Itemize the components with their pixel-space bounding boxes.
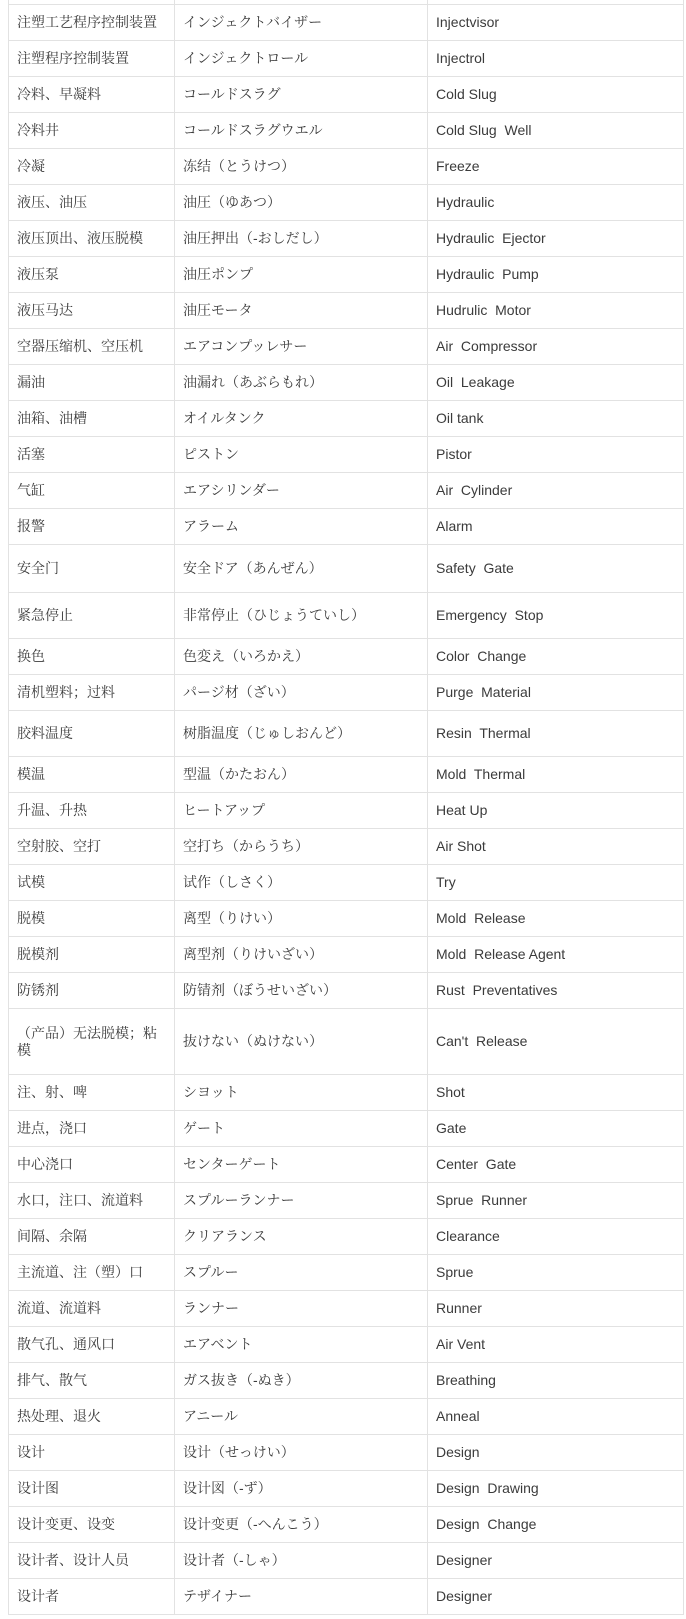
cell-chinese: 试模 <box>9 865 175 901</box>
cell-chinese: 散气孔、通风口 <box>9 1327 175 1363</box>
cell-japanese: 离型（りけい） <box>175 901 428 937</box>
cell-english: Hydraulic Pump <box>428 257 684 293</box>
table-row <box>9 365 684 401</box>
cell-chinese: 液压泵 <box>9 257 175 293</box>
table-row <box>9 401 684 437</box>
table-row <box>9 1255 684 1291</box>
cell-chinese: （产品）无法脱模；粘模 <box>9 1009 175 1075</box>
table-row <box>9 593 684 639</box>
cell-japanese: コールドスラグ <box>175 77 428 113</box>
cell-chinese: 流道、流道料 <box>9 1291 175 1327</box>
cell-chinese: 油箱、油槽 <box>9 401 175 437</box>
cell-japanese: ゲート <box>175 1111 428 1147</box>
cell-japanese: 油漏れ（あぶらもれ） <box>175 365 428 401</box>
cell-chinese: 报警 <box>9 509 175 545</box>
cell-chinese: 安全门 <box>9 545 175 593</box>
cell-japanese: 离型剂（りけいざい） <box>175 937 428 973</box>
cell-english: Cold Slug <box>428 77 684 113</box>
table-row <box>9 1111 684 1147</box>
table-row <box>9 185 684 221</box>
table-row <box>9 1579 684 1615</box>
cell-chinese: 空器压缩机、空压机 <box>9 329 175 365</box>
cell-english: Freeze <box>428 149 684 185</box>
cell-japanese: エアシリンダー <box>175 473 428 509</box>
cell-english: Cold Slug Well <box>428 113 684 149</box>
cell-english: Safety Gate <box>428 545 684 593</box>
cell-chinese: 注塑工艺程序控制装置 <box>9 5 175 41</box>
table-row <box>9 901 684 937</box>
cell-japanese: 非常停止（ひじょうていし） <box>175 593 428 639</box>
cell-english: Try <box>428 865 684 901</box>
cell-japanese: アニール <box>175 1399 428 1435</box>
cell-english: Injectrol <box>428 41 684 77</box>
table-row <box>9 1147 684 1183</box>
cell-chinese: 漏油 <box>9 365 175 401</box>
cell-chinese: 活塞 <box>9 437 175 473</box>
cell-english: Mold Release Agent <box>428 937 684 973</box>
cell-japanese: 油圧（ゆあつ） <box>175 185 428 221</box>
term-table <box>8 0 684 1615</box>
cell-chinese: 升温、升热 <box>9 793 175 829</box>
cell-japanese: スプルー <box>175 1255 428 1291</box>
cell-chinese: 间隔、余隔 <box>9 1219 175 1255</box>
cell-chinese: 清机塑料；过料 <box>9 675 175 711</box>
cell-english: Oil Leakage <box>428 365 684 401</box>
cell-japanese: クリアランス <box>175 1219 428 1255</box>
cell-english: Oil tank <box>428 401 684 437</box>
cell-japanese: インジェクトバイザー <box>175 5 428 41</box>
cell-english: Design Change <box>428 1507 684 1543</box>
table-row <box>9 41 684 77</box>
cell-chinese: 脱模 <box>9 901 175 937</box>
cell-english: Design <box>428 1435 684 1471</box>
table-row <box>9 545 684 593</box>
cell-chinese: 防锈剂 <box>9 973 175 1009</box>
cell-chinese: 液压顶出、液压脱模 <box>9 221 175 257</box>
cell-english: Hydraulic Ejector <box>428 221 684 257</box>
table-row <box>9 865 684 901</box>
cell-japanese: アラーム <box>175 509 428 545</box>
cell-english: Designer <box>428 1579 684 1615</box>
table-row <box>9 973 684 1009</box>
cell-english: Color Change <box>428 639 684 675</box>
cell-chinese: 冷凝 <box>9 149 175 185</box>
cell-japanese: 冻结（とうけつ） <box>175 149 428 185</box>
cell-japanese: ピストン <box>175 437 428 473</box>
cell-chinese: 主流道、注（塑）口 <box>9 1255 175 1291</box>
cell-japanese: 空打ち（からうち） <box>175 829 428 865</box>
cell-japanese: 设计（せっけい） <box>175 1435 428 1471</box>
cell-japanese: テザイナー <box>175 1579 428 1615</box>
cell-japanese: 油圧ポンプ <box>175 257 428 293</box>
cell-english: Design Drawing <box>428 1471 684 1507</box>
cell-chinese: 设计者 <box>9 1579 175 1615</box>
cell-japanese: コールドスラグウエル <box>175 113 428 149</box>
cell-english: Sprue Runner <box>428 1183 684 1219</box>
cell-chinese: 胶料温度 <box>9 711 175 757</box>
cell-japanese: ガス抜き（-ぬき） <box>175 1363 428 1399</box>
cell-japanese: エアコンプッレサー <box>175 329 428 365</box>
cell-japanese: 安全ドア（あんぜん） <box>175 545 428 593</box>
table-row <box>9 1471 684 1507</box>
cell-japanese: 油圧モータ <box>175 293 428 329</box>
table-row <box>9 1219 684 1255</box>
cell-japanese: エアベント <box>175 1327 428 1363</box>
cell-japanese: 设计図（-ず） <box>175 1471 428 1507</box>
cell-japanese: 色変え（いろかえ） <box>175 639 428 675</box>
cell-chinese: 注塑程序控制装置 <box>9 41 175 77</box>
cell-english: Pistor <box>428 437 684 473</box>
cell-english: Can't Release <box>428 1009 684 1075</box>
table-row <box>9 1075 684 1111</box>
table-row <box>9 293 684 329</box>
cell-japanese: シヨット <box>175 1075 428 1111</box>
cell-chinese: 紧急停止 <box>9 593 175 639</box>
table-row <box>9 473 684 509</box>
cell-english: Rust Preventatives <box>428 973 684 1009</box>
table-row <box>9 937 684 973</box>
table-row <box>9 1009 684 1075</box>
table-row <box>9 1435 684 1471</box>
cell-chinese: 设计者、设计人员 <box>9 1543 175 1579</box>
table-row <box>9 1543 684 1579</box>
cell-japanese: 试作（しさく） <box>175 865 428 901</box>
cell-chinese: 设计图 <box>9 1471 175 1507</box>
cell-chinese: 液压、油压 <box>9 185 175 221</box>
table-row <box>9 1507 684 1543</box>
cell-chinese: 设计 <box>9 1435 175 1471</box>
cell-japanese: ヒートアップ <box>175 793 428 829</box>
cell-english: Heat Up <box>428 793 684 829</box>
table-row <box>9 1399 684 1435</box>
table-row <box>9 675 684 711</box>
cell-japanese: センターゲート <box>175 1147 428 1183</box>
cell-japanese: 设计变更（-へんこう） <box>175 1507 428 1543</box>
cell-english: Injectvisor <box>428 5 684 41</box>
cell-chinese: 气缸 <box>9 473 175 509</box>
cell-chinese: 脱模剂 <box>9 937 175 973</box>
cell-english: Emergency Stop <box>428 593 684 639</box>
cell-chinese: 液压马达 <box>9 293 175 329</box>
cell-english: Anneal <box>428 1399 684 1435</box>
cell-english: Mold Release <box>428 901 684 937</box>
table-row <box>9 257 684 293</box>
cell-japanese: ランナー <box>175 1291 428 1327</box>
cell-chinese: 热处理、退火 <box>9 1399 175 1435</box>
cell-chinese: 水口，注口、流道料 <box>9 1183 175 1219</box>
cell-japanese: 油圧押出（-おしだし） <box>175 221 428 257</box>
cell-english: Breathing <box>428 1363 684 1399</box>
cell-japanese: インジェクトロール <box>175 41 428 77</box>
table-row <box>9 757 684 793</box>
cell-japanese: パージ材（ざい） <box>175 675 428 711</box>
table-row <box>9 329 684 365</box>
table-row <box>9 221 684 257</box>
cell-english: Sprue <box>428 1255 684 1291</box>
cell-english: Mold Thermal <box>428 757 684 793</box>
cell-japanese: スプルーランナー <box>175 1183 428 1219</box>
cell-chinese: 冷料井 <box>9 113 175 149</box>
table-row <box>9 639 684 675</box>
cell-chinese: 进点，浇口 <box>9 1111 175 1147</box>
cell-english: Air Vent <box>428 1327 684 1363</box>
cell-chinese: 空射胶、空打 <box>9 829 175 865</box>
cell-chinese: 注、射、啤 <box>9 1075 175 1111</box>
table-row <box>9 793 684 829</box>
cell-english: Designer <box>428 1543 684 1579</box>
cell-english: Runner <box>428 1291 684 1327</box>
cell-english: Clearance <box>428 1219 684 1255</box>
table-row <box>9 1327 684 1363</box>
cell-japanese: 抜けない（ぬけない） <box>175 1009 428 1075</box>
cell-japanese: 防锖剂（ぼうせいざい） <box>175 973 428 1009</box>
cell-english: Hydraulic <box>428 185 684 221</box>
cell-english: Purge Material <box>428 675 684 711</box>
cell-japanese: オイルタンク <box>175 401 428 437</box>
table-row <box>9 149 684 185</box>
cell-english: Resin Thermal <box>428 711 684 757</box>
cell-english: Air Cylinder <box>428 473 684 509</box>
table-row <box>9 77 684 113</box>
cell-japanese: 树脂温度（じゅしおんど） <box>175 711 428 757</box>
table-row <box>9 5 684 41</box>
cell-japanese: 设计者（-しゃ） <box>175 1543 428 1579</box>
cell-chinese: 排气、散气 <box>9 1363 175 1399</box>
cell-english: Air Compressor <box>428 329 684 365</box>
table-row <box>9 829 684 865</box>
cell-chinese: 冷料、早凝料 <box>9 77 175 113</box>
cell-chinese: 设计变更、设变 <box>9 1507 175 1543</box>
term-table-body <box>9 0 684 1615</box>
cell-chinese: 换色 <box>9 639 175 675</box>
cell-english: Gate <box>428 1111 684 1147</box>
table-row <box>9 711 684 757</box>
cell-chinese: 模温 <box>9 757 175 793</box>
table-row <box>9 1363 684 1399</box>
cell-english: Air Shot <box>428 829 684 865</box>
cell-english: Center Gate <box>428 1147 684 1183</box>
table-row <box>9 1291 684 1327</box>
table-row <box>9 509 684 545</box>
cell-english: Shot <box>428 1075 684 1111</box>
table-row <box>9 1183 684 1219</box>
cell-english: Hudrulic Motor <box>428 293 684 329</box>
cell-chinese: 中心浇口 <box>9 1147 175 1183</box>
table-row <box>9 437 684 473</box>
cell-english: Alarm <box>428 509 684 545</box>
table-row <box>9 113 684 149</box>
cell-japanese: 型温（かたおん） <box>175 757 428 793</box>
